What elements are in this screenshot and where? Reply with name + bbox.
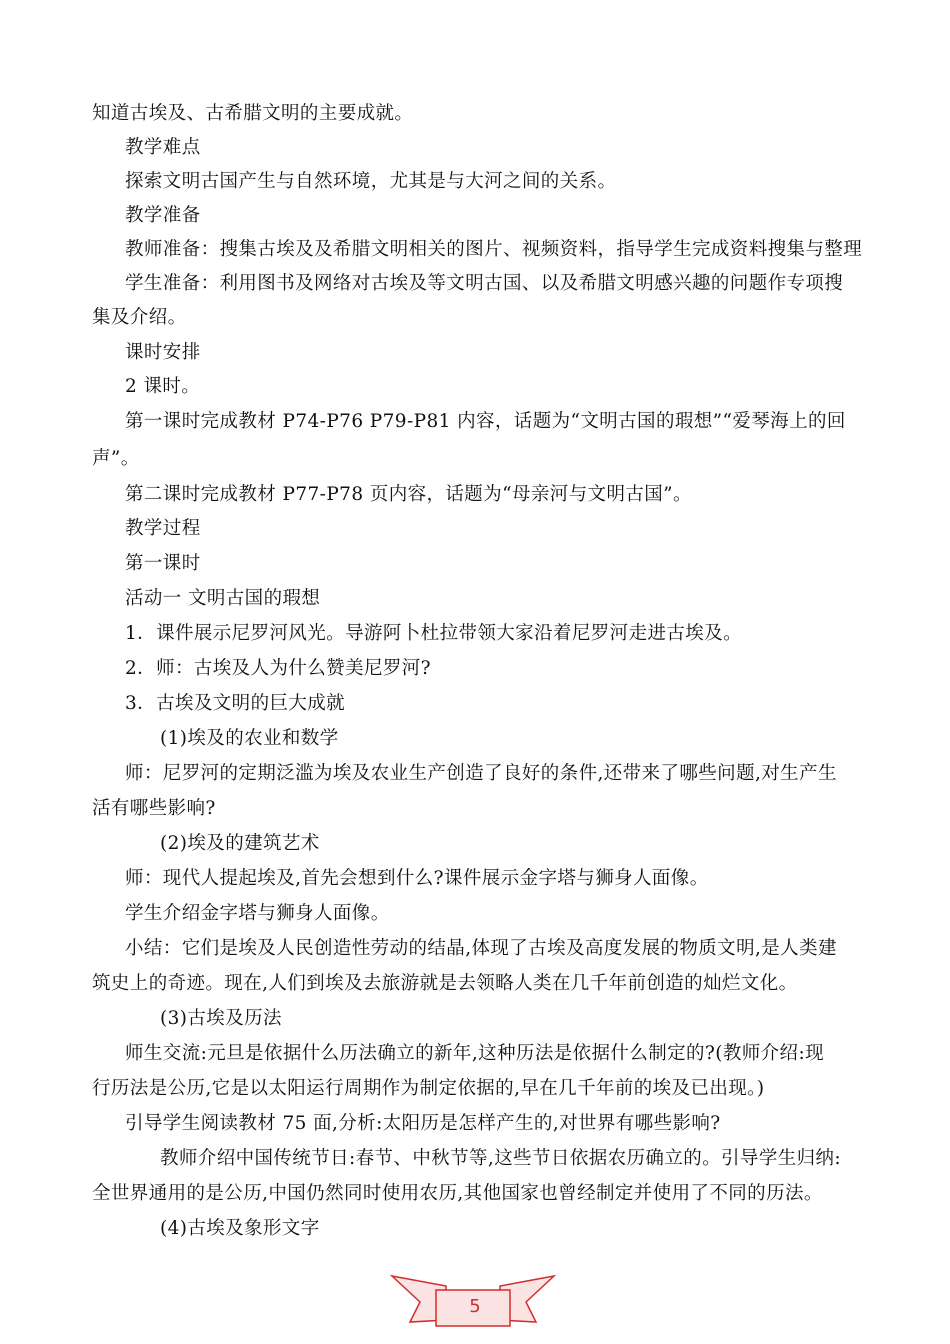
text-line: 2 课时。 [125, 376, 201, 397]
text-line: 引导学生阅读教材 75 面,分析:太阳历是怎样产生的,对世界有哪些影响? [125, 1113, 721, 1134]
text-line: 知道古埃及、古希腊文明的主要成就。 [92, 103, 414, 124]
text-line: 教师介绍中国传统节日:春节、中秋节等,这些节日依据农历确立的。引导学生归纳: [160, 1148, 842, 1169]
text-line: 学生准备：利用图书及网络对古埃及等文明古国、以及希腊文明感兴趣的问题作专项搜 [125, 273, 844, 294]
heading-line: 第一课时 [125, 553, 201, 574]
subheading-line: (1)埃及的农业和数学 [160, 728, 339, 749]
text-line: 教师准备：搜集古埃及及希腊文明相关的图片、视频资料，指导学生完成资料搜集与整理 [125, 239, 863, 260]
text-line: 师生交流:元旦是依据什么历法确立的新年,这种历法是依据什么制定的?(教师介绍:现 [125, 1043, 824, 1064]
text-line: 集及介绍。 [92, 307, 187, 328]
heading-line: 课时安排 [125, 342, 201, 363]
subheading-line: (3)古埃及历法 [160, 1008, 282, 1029]
text-line: 活有哪些影响? [92, 798, 216, 819]
text-line: 学生介绍金字塔与狮身人面像。 [125, 903, 390, 924]
text-line: 活动一 文明古国的瑕想 [125, 588, 321, 609]
text-line: 第一课时完成教材 P74-P76 P79-P81 内容，话题为“文明古国的瑕想”“爱琴海上的回 [125, 411, 846, 432]
list-item: 1．课件展示尼罗河风光。导游阿卜杜拉带领大家沿着尼罗河走进古埃及。 [125, 623, 742, 644]
list-item: 3．古埃及文明的巨大成就 [125, 693, 346, 714]
text-line: 筑史上的奇迹。现在,人们到埃及去旅游就是去领略人类在几千年前创造的灿烂文化。 [92, 973, 798, 994]
text-line: 师：尼罗河的定期泛滥为埃及农业生产创造了良好的条件,还带来了哪些问题,对生产生 [125, 763, 837, 784]
text-line: 探索文明古国产生与自然环境，尤其是与大河之间的关系。 [125, 171, 617, 192]
text-line: 行历法是公历,它是以太阳运行周期作为制定依据的,早在几千年前的埃及已出现。) [92, 1078, 765, 1099]
text-line: 师：现代人提起埃及,首先会想到什么?课件展示金字塔与狮身人面像。 [125, 868, 709, 889]
text-line: 第二课时完成教材 P77-P78 页内容，话题为“母亲河与文明古国”。 [125, 484, 692, 505]
text-line: 声”。 [92, 448, 140, 469]
text-line: 全世界通用的是公历,中国仍然同时使用农历,其他国家也曾经制定并使用了不同的历法。 [92, 1183, 823, 1204]
heading-line: 教学难点 [125, 137, 201, 158]
heading-line: 教学准备 [125, 205, 201, 226]
heading-line: 教学过程 [125, 518, 201, 539]
text-line: 小结：它们是埃及人民创造性劳动的结晶,体现了古埃及高度发展的物质文明,是人类建 [125, 938, 837, 959]
subheading-line: (4)古埃及象形文字 [160, 1218, 320, 1239]
page-number: 5 [469, 1296, 481, 1317]
list-item: 2．师：古埃及人为什么赞美尼罗河? [125, 658, 431, 679]
subheading-line: (2)埃及的建筑艺术 [160, 833, 320, 854]
